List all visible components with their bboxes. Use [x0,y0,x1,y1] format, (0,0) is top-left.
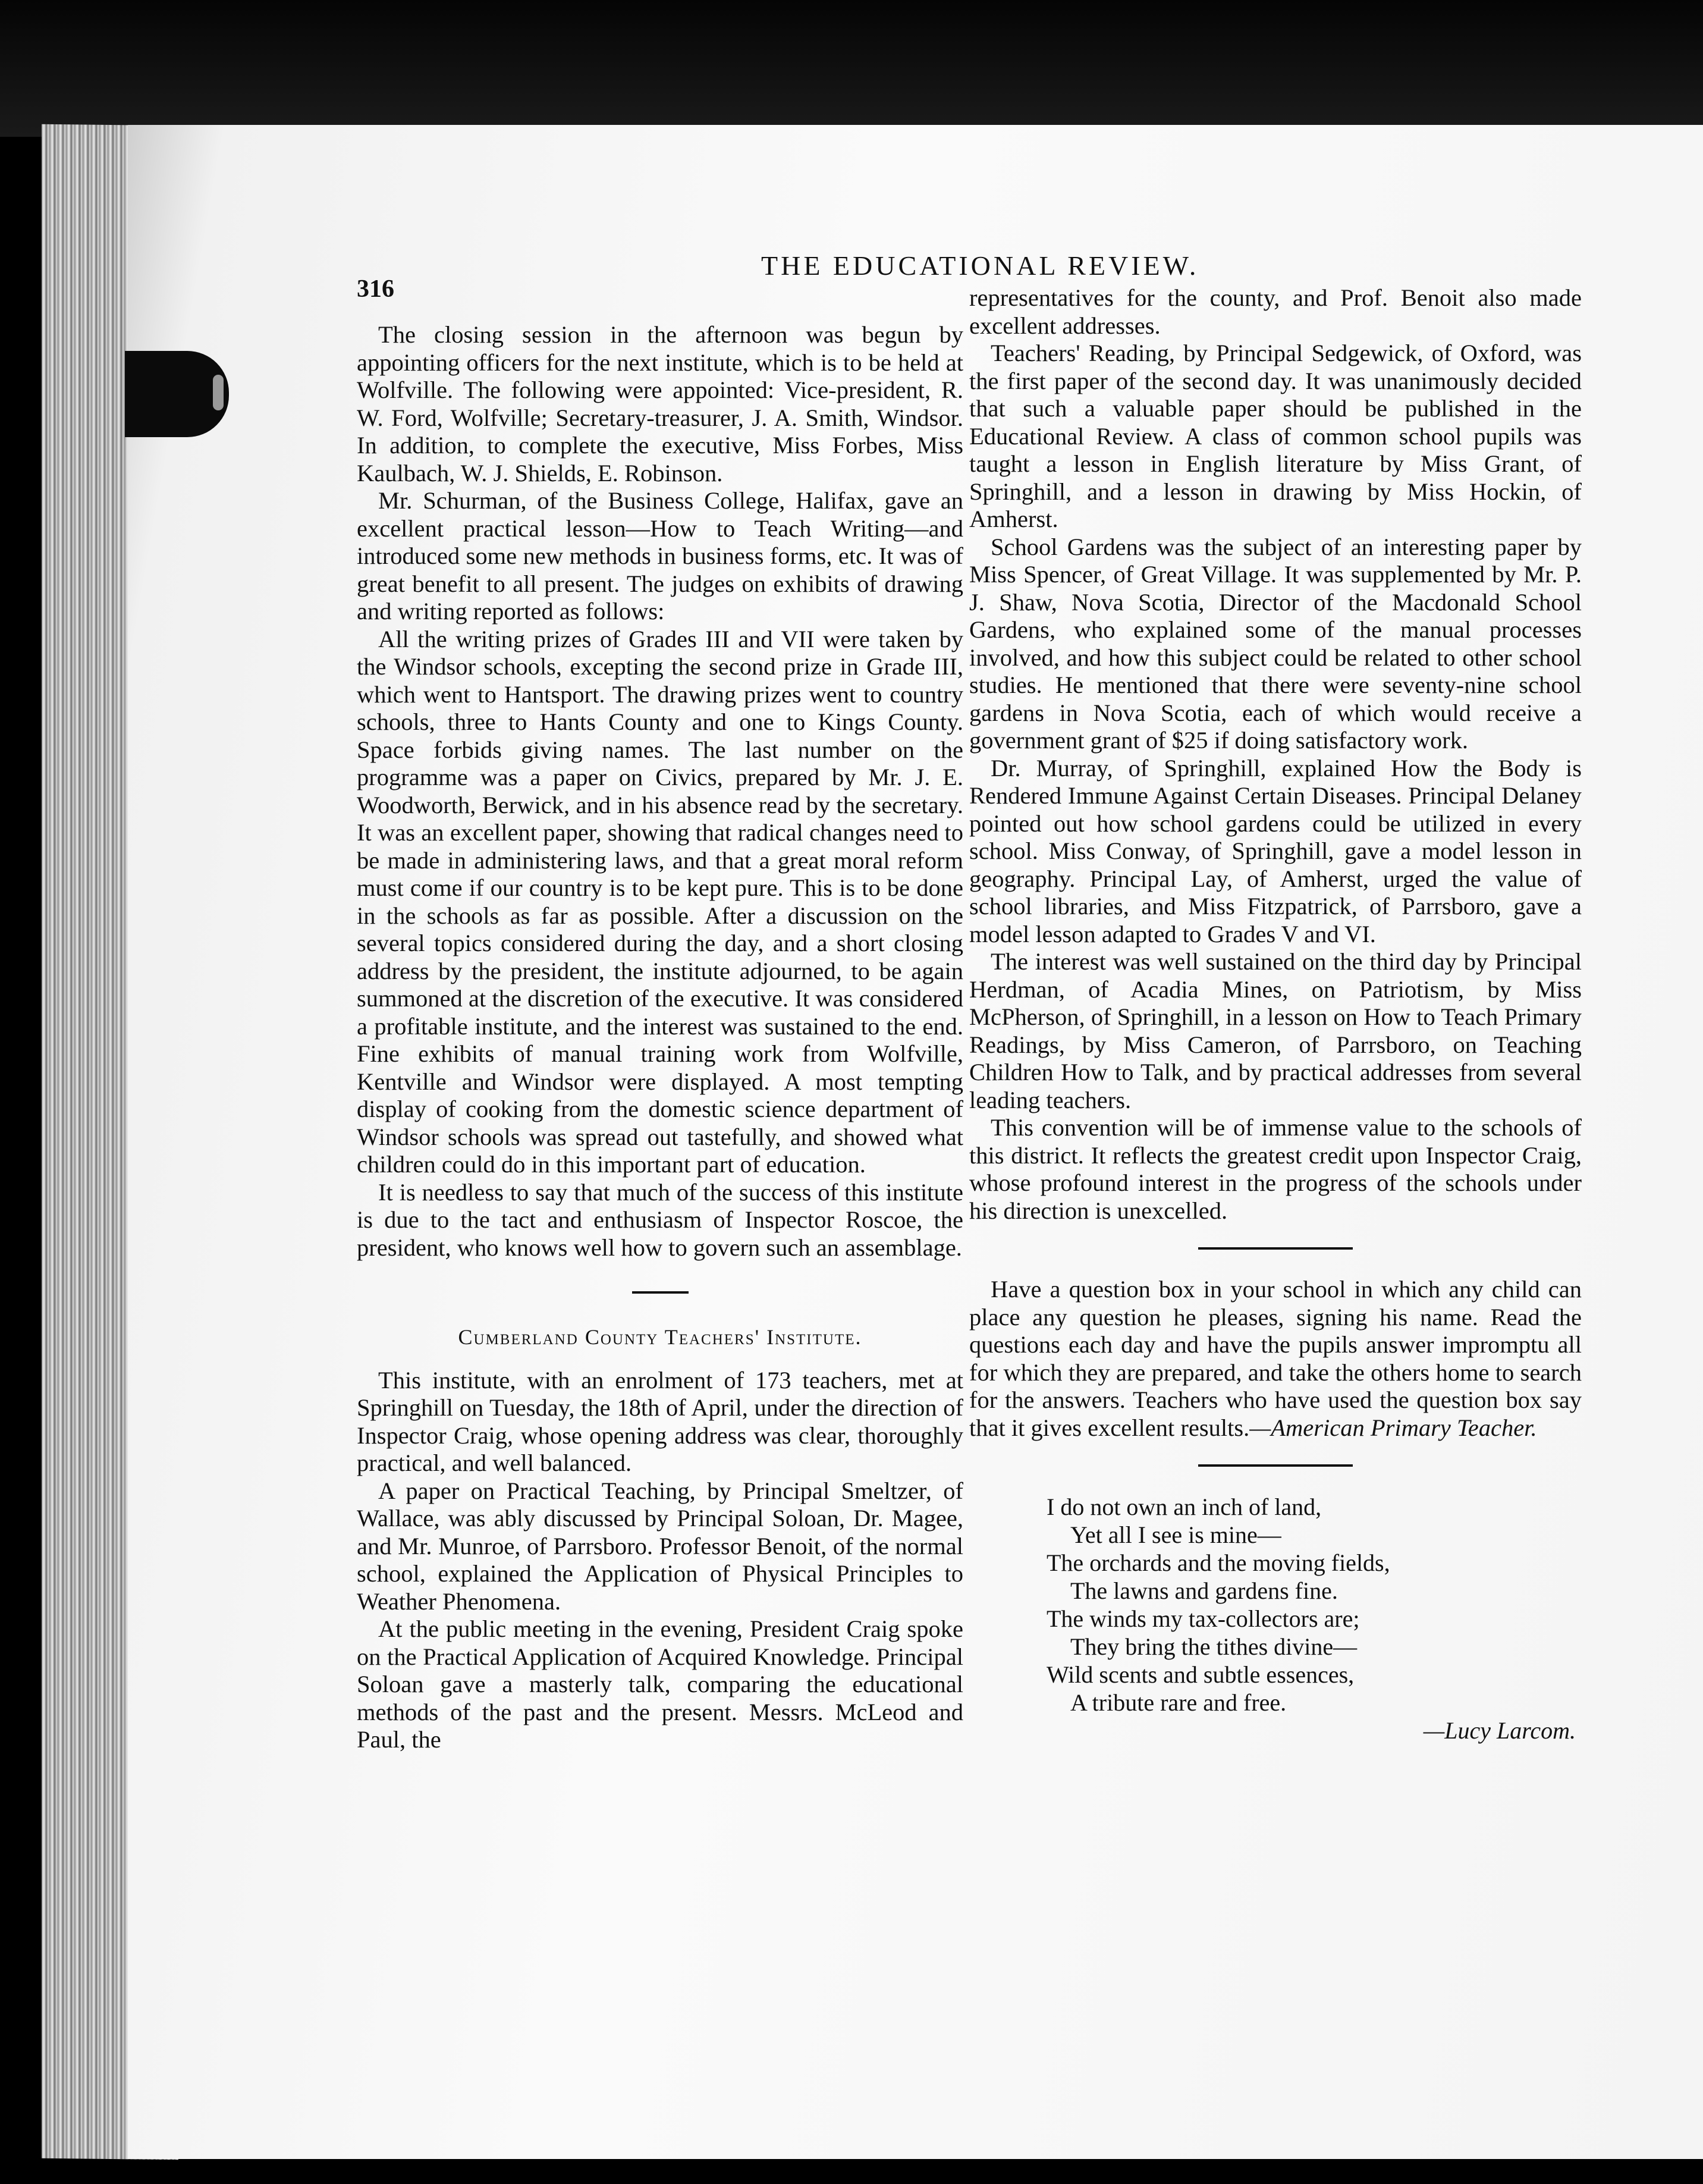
poem-line: Yet all I see is mine— [1070,1521,1281,1548]
paragraph: All the writing prizes of Grades III and VII were taken by the Windsor schools, excepting the second prize in Grade III, which went to Hantsport. The drawing prizes went to country schools, three to Hants County and one to Kings County. Space forbids giving names. The last number on the programme was a paper on Civics, prepared by Mr. J. E. Woodworth, Berwick, and in his absence read by the secretary. It was an excellent paper, showing that radical changes need to be made in administering laws, and that a great moral reform must come if our country is to be kept pure. This is to be done in the schools as far as possible. After a discussion on the several topics considered during the day, and a short closing address by the president, the institute adjourned, to be again summoned at the discretion of the executive. It was considered a profitable institute, and the interest was sustained to the end. Fine exhibits of manual training work from Wolfville, Kentville and Windsor were displayed. A most tempting display of cooking from the domestic science department of Windsor schools was spread out tastefully, and showed what children could do in this important part of education. [357,625,963,1178]
paragraph: This convention will be of immense value to the schools of this district. It reflects the greatest credit upon Inspector Craig, whose profound interest in the progress of the schools under his direction is unexcelled. [969,1114,1582,1224]
page-clip-highlight [213,375,224,410]
section-divider [1198,1247,1353,1250]
page-number: 316 [357,275,394,303]
poem-line: They bring the tithes divine— [1070,1633,1358,1660]
question-box-text: Have a question box in your school in which any child can place any question he pleases, signing his name. Read the questions each day and have the pupils answer impromptu all for which they are prepared, and take the others home to search for the answers. Teachers who have used the question box say that it gives excellent results. [969,1276,1582,1441]
section-divider [1198,1464,1353,1467]
paragraph: Teachers' Reading, by Principal Sedgewick, of Oxford, was the first paper of the second day. It was unanimously decided that such a valuable paper should be published in the Educational Review. A class of common school pupils was taught a lesson in English literature by Miss Grant, of Springhill, and a lesson in drawing by Miss Hockin, of Amherst. [969,340,1582,532]
paragraph: A paper on Practical Teaching, by Principal Smeltzer, of Wallace, was ably discussed by Principal Soloan, Dr. Magee, and Mr. Munroe, of Parrsboro. Professor Benoit, of the normal school, explained the Application of Physical Principles to Weather Phenomena. [357,1477,963,1615]
poem [1047,1493,1582,1744]
right-column [969,284,1582,1744]
paragraph: The closing session in the afternoon was begun by appointing officers for the next institute, which is to be held at Wolfville. The following were appointed: Vice-president, R. W. Ford, Wolfville; Secretary-treasurer, J. A. Smith, Windsor. In addition, to complete the executive, Miss Forbes, Miss Kaulbach, W. J. Shields, E. Robinson. [357,321,963,487]
poem-line: I do not own an inch of land, [1047,1493,1322,1520]
section-divider [632,1291,689,1294]
poem-line: The orchards and the moving fields, [1047,1549,1390,1576]
poem-attribution: —Lucy Larcom. [1423,1717,1576,1744]
poem-line: The lawns and gardens fine. [1070,1577,1338,1604]
question-box-source: —American Primary Teacher. [1249,1414,1537,1441]
paragraph: Dr. Murray, of Springhill, explained How the Body is Rendered Immune Against Certain Diseases. Principal Delaney pointed out how school gardens could be utilized in every school. Miss Conway, of Springhill, gave a model lesson in geography. Principal Lay, of Amherst, urged the value of school libraries, and Miss Fitzpatrick, of Parrsboro, gave a model lesson adapted to Grades V and VI. [969,754,1582,947]
left-column [357,321,963,1754]
section-heading: Cumberland County Teachers' Institute. [458,1325,862,1349]
poem-line: The winds my tax-collectors are; [1047,1605,1360,1632]
paragraph: This institute, with an enrolment of 173 teachers, met at Springhill on Tuesday, the 18th of April, under the direction of Inspector Craig, whose opening address was clear, thoroughly practical, and well balanced. [357,1366,963,1476]
paragraph: School Gardens was the subject of an interesting paper by Miss Spencer, of Great Village. It was supplemented by Mr. P. J. Shaw, Nova Scotia, Director of the Macdonald School Gardens, who explained some of the manual processes involved, and how this subject could be related to other school studies. He mentioned that there were seventy-nine school gardens in Nova Scotia, each of which would receive a government grant of $25 if doing satisfactory work. [969,533,1582,754]
paragraph: It is needless to say that much of the success of this institute is due to the tact and enthusiasm of Inspector Roscoe, the president, who knows well how to govern such an assemblage. [357,1178,963,1261]
poem-line: A tribute rare and free. [1070,1689,1287,1716]
running-head: THE EDUCATIONAL REVIEW. [761,250,1199,281]
paragraph: At the public meeting in the evening, President Craig spoke on the Practical Application of Acquired Knowledge. Principal Soloan gave a masterly talk, comparing the educational methods of the past and the present. Messrs. McLeod and Paul, the [357,1615,963,1753]
printed-page [357,226,1582,2010]
poem-line: Wild scents and subtle essences, [1047,1661,1355,1688]
question-box-paragraph [969,1276,1582,1442]
paragraph: The interest was well sustained on the third day by Principal Herdman, of Acadia Mines, on Patriotism, by Miss McPherson, of Springhill, in a lesson on How to Teach Primary Readings, by Miss Cameron, of Parrsboro, on Teaching Children How to Talk, and by practical addresses from several leading teachers. [969,948,1582,1113]
paragraph: Mr. Schurman, of the Business College, Halifax, gave an excellent practical lesson—How to Teach Writing—and introduced some new methods in business forms, etc. It was of great benefit to all present. The judges on exhibits of drawing and writing reported as follows: [357,487,963,625]
paragraph-continued: representatives for the county, and Prof. Benoit also made excellent addresses. [969,284,1582,339]
scanner-top-shadow [0,0,1703,137]
